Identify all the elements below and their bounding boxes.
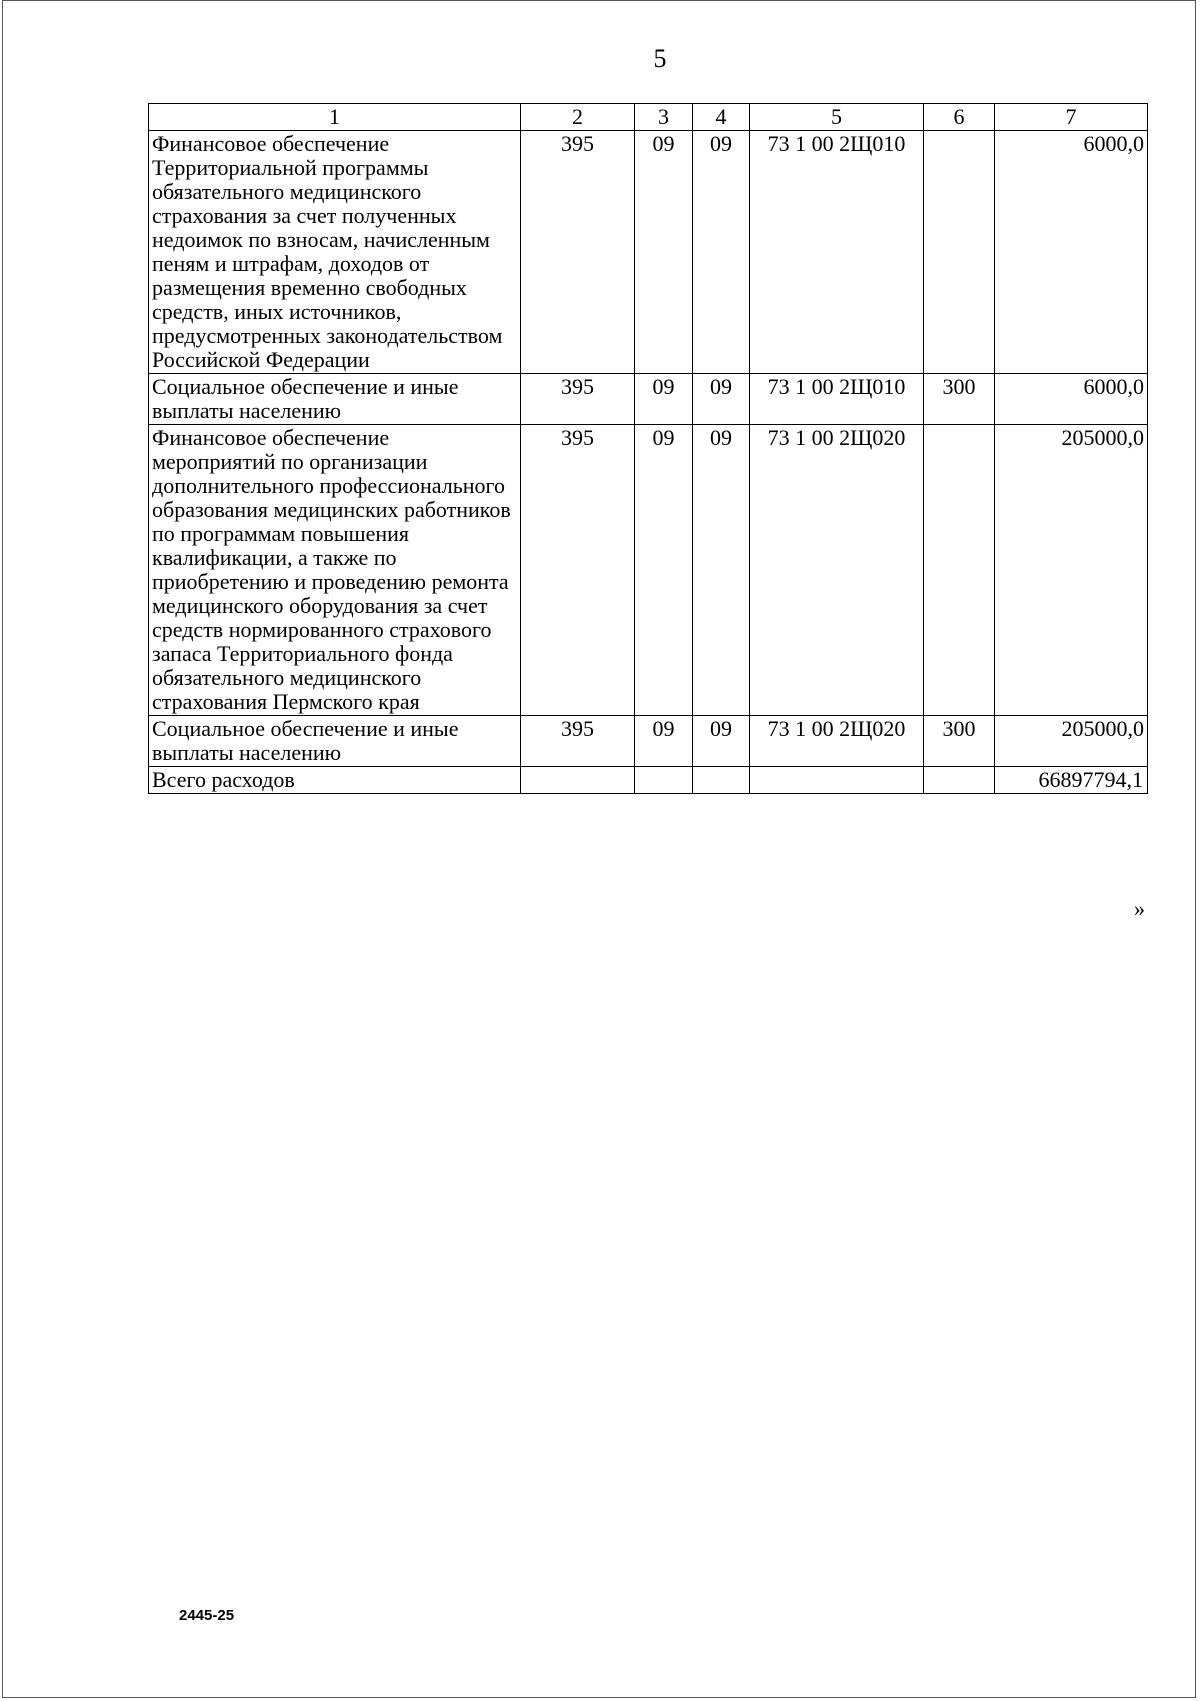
amount-cell: 6000,0	[995, 131, 1148, 374]
row-name-cell: Социальное обеспечение и иные выплаты населению	[149, 374, 521, 425]
budget-table	[148, 103, 1148, 794]
column-header: 5	[750, 104, 924, 131]
table-row	[149, 131, 1148, 374]
expense-type-cell: 300	[924, 374, 995, 425]
target-article-cell: 73 1 00 2Щ020	[750, 425, 924, 716]
row-name-cell: Финансовое обеспечение Территориальной программы обязательного медицинского страхования за счет полученных недоимок по взносам, начисленным пеням и штрафам, доходов от размещения временно свободных средств, иных источников, предусмотренных законодательством Российской Федерации	[149, 131, 521, 374]
column-header: 4	[693, 104, 750, 131]
target-article-cell: 73 1 00 2Щ010	[750, 374, 924, 425]
column-header: 6	[924, 104, 995, 131]
subsection-cell: 09	[693, 374, 750, 425]
closing-quote: »	[1134, 896, 1145, 921]
ministry-code-cell: 395	[521, 716, 635, 767]
column-header: 3	[635, 104, 693, 131]
expense-type-cell	[924, 131, 995, 374]
row-name-cell: Социальное обеспечение и иные выплаты населению	[149, 716, 521, 767]
section-cell: 09	[635, 374, 693, 425]
subsection-cell: 09	[693, 131, 750, 374]
subsection-cell: 09	[693, 716, 750, 767]
expense-type-cell	[924, 425, 995, 716]
ministry-code-cell: 395	[521, 425, 635, 716]
empty-cell	[521, 767, 635, 794]
table-row	[149, 374, 1148, 425]
column-header: 1	[149, 104, 521, 131]
section-cell: 09	[635, 716, 693, 767]
empty-cell	[635, 767, 693, 794]
column-header: 7	[995, 104, 1148, 131]
amount-cell: 205000,0	[995, 716, 1148, 767]
expense-type-cell: 300	[924, 716, 995, 767]
target-article-cell: 73 1 00 2Щ020	[750, 716, 924, 767]
row-name-cell: Финансовое обеспечение мероприятий по организации дополнительного профессионального образования медицинских работников по программам повышения квалификации, а также по приобретению и проведению ремонта медицинского оборудования за счет средств нормированного страхового запаса Территориального фонда обязательного медицинского страхования Пермского края	[149, 425, 521, 716]
total-amount-cell: 66897794,1	[995, 767, 1148, 794]
target-article-cell: 73 1 00 2Щ010	[750, 131, 924, 374]
amount-cell: 205000,0	[995, 425, 1148, 716]
subsection-cell: 09	[693, 425, 750, 716]
section-cell: 09	[635, 425, 693, 716]
page-number: 5	[653, 44, 667, 73]
table-row	[149, 425, 1148, 716]
table-row	[149, 716, 1148, 767]
empty-cell	[750, 767, 924, 794]
document-number: 2445-25	[179, 1607, 235, 1624]
ministry-code-cell: 395	[521, 374, 635, 425]
empty-cell	[924, 767, 995, 794]
column-header: 2	[521, 104, 635, 131]
ministry-code-cell: 395	[521, 131, 635, 374]
total-label-cell: Всего расходов	[149, 767, 521, 794]
amount-cell: 6000,0	[995, 374, 1148, 425]
table-header-row	[149, 104, 1148, 131]
total-row	[149, 767, 1148, 794]
empty-cell	[693, 767, 750, 794]
section-cell: 09	[635, 131, 693, 374]
